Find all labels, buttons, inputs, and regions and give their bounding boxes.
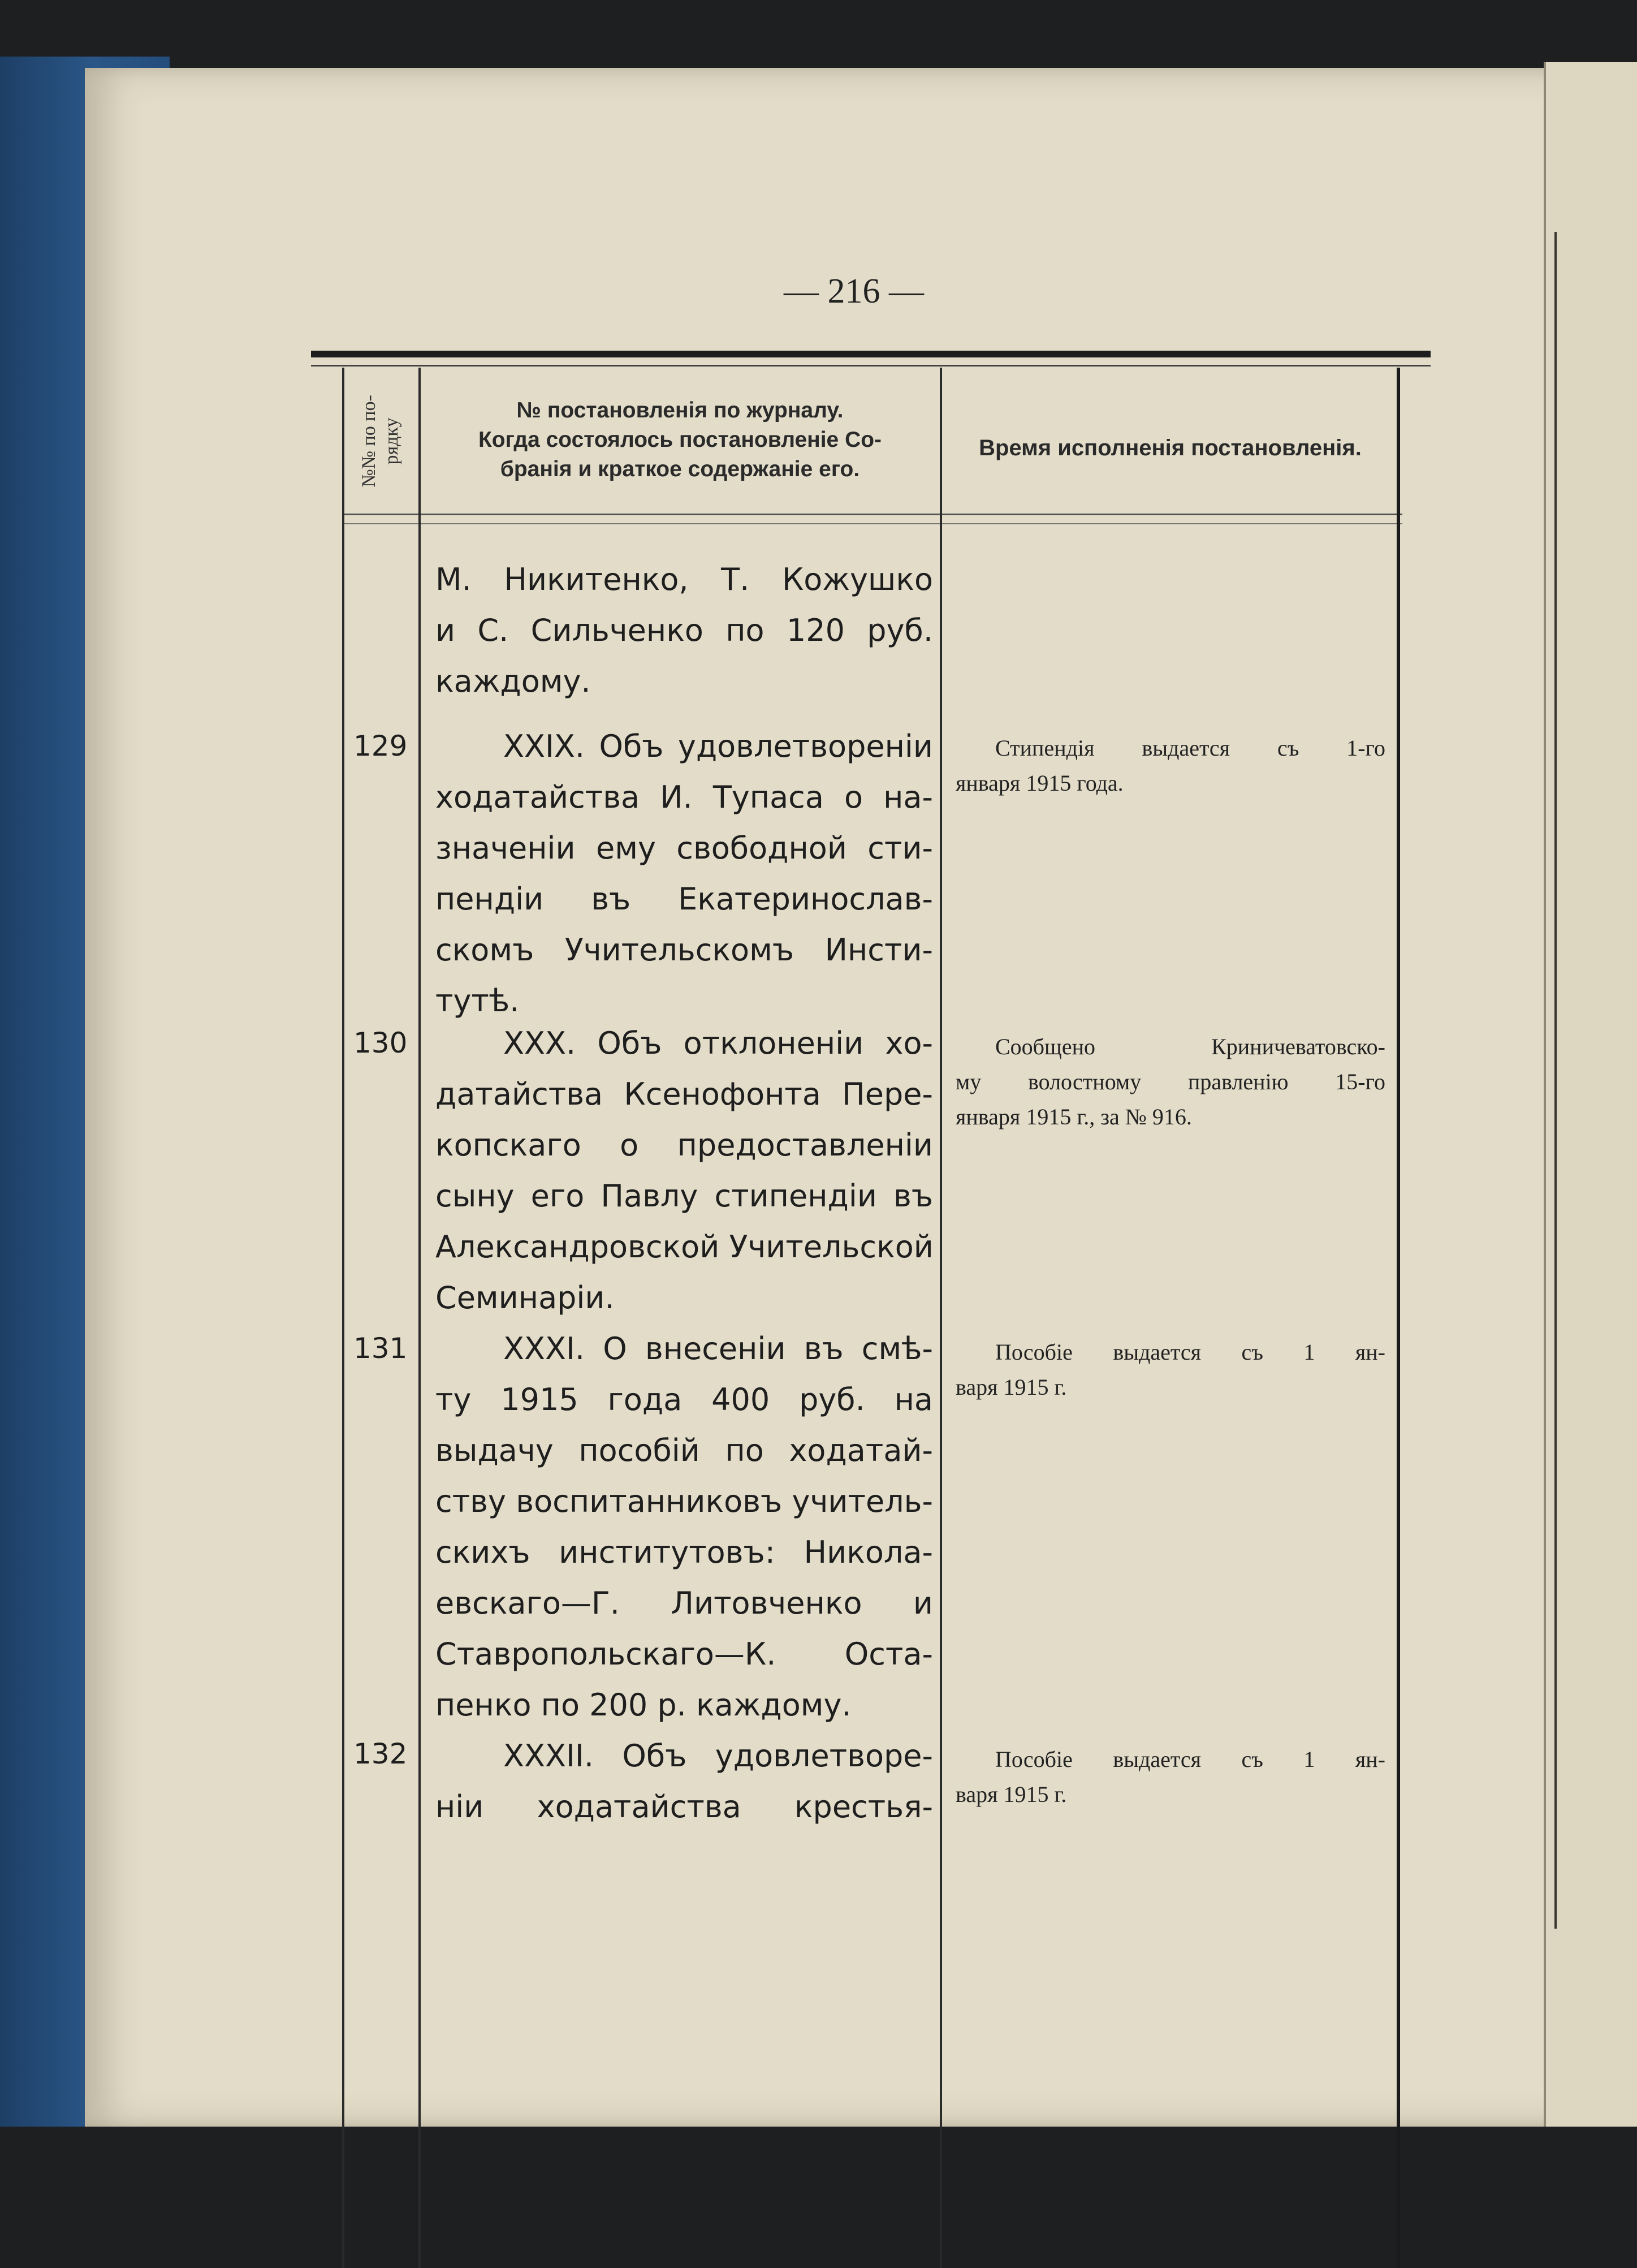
- resolution-line: пендіи въ Екатеринослав-: [435, 881, 933, 917]
- header-number-line: №№ по по-: [359, 395, 379, 488]
- table-row-time: [956, 1742, 1385, 1812]
- resolution-line: XXIX. Объ удовлетвореніи: [503, 728, 933, 764]
- time-line: января 1915 г., за № 916.: [956, 1104, 1192, 1129]
- table-left-border: [342, 368, 344, 2268]
- header-resolution-column: [424, 396, 936, 484]
- table-top-rule-thin: [311, 365, 1431, 366]
- table-row-resolution: [435, 1731, 933, 1832]
- header-resolution-line: бранія и краткое содержаніе его.: [500, 457, 860, 481]
- table-row-resolution: [435, 1323, 933, 1731]
- time-line: Пособіе выдается съ 1 ян-: [995, 1747, 1385, 1772]
- resolution-line: выдачу пособій по ходатай-: [435, 1433, 933, 1468]
- time-line: Сообщено Криничеватовско-: [995, 1034, 1385, 1059]
- resolution-line: тутѣ.: [435, 983, 520, 1019]
- resolution-line: скомъ Учительскомъ Инсти-: [435, 932, 933, 968]
- resolution-line: М. Никитенко, Т. Кожушко: [435, 562, 933, 597]
- header-time-column: Время исполненія постановленія.: [979, 436, 1362, 460]
- resolution-line: Семинаріи.: [435, 1280, 615, 1316]
- facing-page-rule: [1554, 232, 1557, 1929]
- row-number: 129: [353, 730, 408, 762]
- time-column-divider: [940, 368, 942, 2268]
- resolution-line: скихъ институтовъ: Никола-: [435, 1534, 933, 1570]
- header-bottom-rule: [342, 514, 1402, 515]
- resolution-line: XXX. Объ отклоненіи хо-: [503, 1025, 933, 1061]
- header-number-line: рядку: [381, 417, 402, 465]
- row-number: 132: [353, 1737, 408, 1770]
- facing-page-edge: [1544, 62, 1637, 2127]
- resolution-line: Александровской Учительской: [435, 1229, 934, 1265]
- resolution-line: ніи ходатайства крестья-: [435, 1789, 933, 1825]
- table-row-time: [956, 731, 1385, 801]
- table-row-resolution: [435, 554, 933, 707]
- resolution-line: евскаго—Г. Литовченко и: [435, 1585, 933, 1621]
- table-row-time: [956, 1029, 1385, 1135]
- time-line: Стипендія выдается съ 1-го: [995, 735, 1385, 761]
- table-right-border: [1397, 368, 1400, 2268]
- header-bottom-rule-thin: [342, 523, 1402, 524]
- row-number: 130: [353, 1027, 408, 1059]
- header-number-label: [358, 395, 403, 488]
- time-line: января 1915 года.: [956, 770, 1124, 796]
- resolution-line: сыну его Павлу стипендіи въ: [435, 1178, 933, 1214]
- resolution-line: XXXI. О внесеніи въ смѣ-: [503, 1331, 933, 1366]
- header-number-column: [345, 373, 416, 509]
- resolution-line: значеніи ему свободной сти-: [435, 830, 933, 866]
- time-line: Пособіе выдается съ 1 ян-: [995, 1339, 1385, 1365]
- resolution-line: пенко по 200 р. каждому.: [435, 1687, 852, 1723]
- header-resolution-line: Когда состоялось постановленіе Со-: [478, 428, 882, 452]
- table-row-resolution: [435, 1018, 933, 1323]
- table-top-rule: [311, 351, 1431, 357]
- resolution-line: ту 1915 года 400 руб. на: [435, 1382, 933, 1417]
- table-row-time: [956, 1335, 1385, 1405]
- number-column-divider: [418, 368, 421, 2268]
- resolution-line: Ставропольскаго—К. Оста-: [435, 1636, 933, 1672]
- page-number: — 216 —: [784, 272, 924, 311]
- time-line: варя 1915 г.: [956, 1782, 1067, 1807]
- resolution-line: ству воспитанниковъ учитель-: [435, 1484, 933, 1519]
- resolution-line: и С. Сильченко по 120 руб.: [435, 613, 933, 648]
- time-line: варя 1915 г.: [956, 1374, 1067, 1400]
- resolution-line: копскаго о предоставленіи: [435, 1127, 933, 1163]
- row-number: 131: [353, 1332, 408, 1365]
- resolution-line: XXXII. Объ удовлетворе-: [503, 1738, 933, 1774]
- resolution-line: ходатайства И. Тупаса о на-: [435, 779, 933, 815]
- header-resolution-line: № постановленія по журналу.: [516, 398, 844, 422]
- table-row-resolution: [435, 721, 933, 1027]
- resolution-line: каждому.: [435, 663, 591, 699]
- resolution-line: датайства Ксенофонта Пере-: [435, 1076, 933, 1112]
- time-line: му волостному правленію 15-го: [956, 1069, 1385, 1094]
